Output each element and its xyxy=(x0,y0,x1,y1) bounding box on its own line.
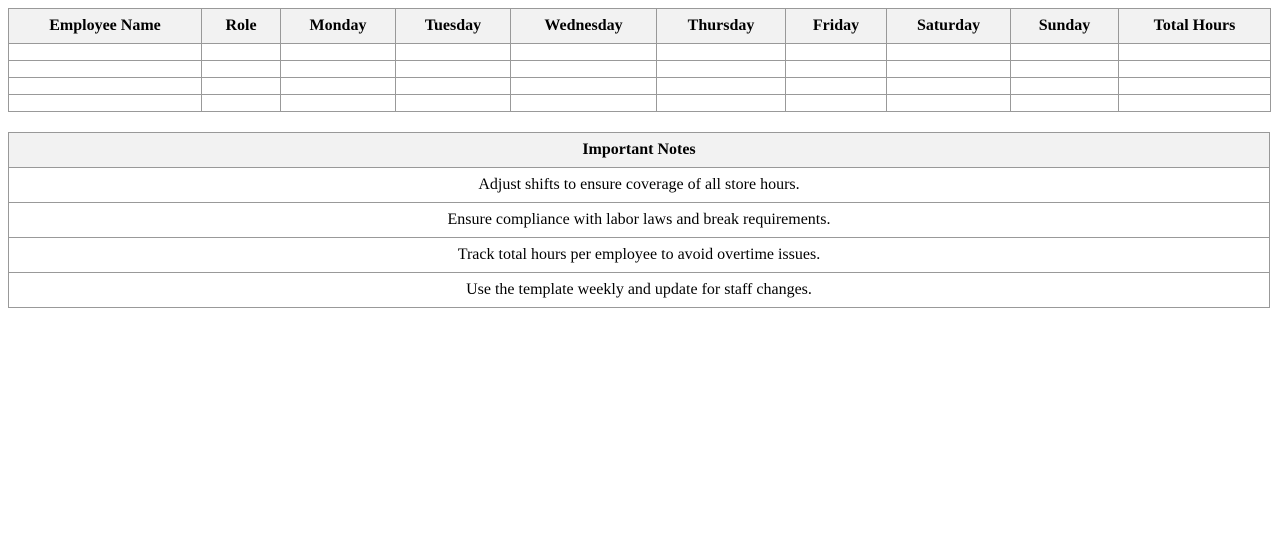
schedule-cell[interactable] xyxy=(887,44,1011,61)
note-item: Track total hours per employee to avoid overtime issues. xyxy=(9,238,1270,273)
note-item: Adjust shifts to ensure coverage of all store hours. xyxy=(9,168,1270,203)
header-tuesday: Tuesday xyxy=(396,9,511,44)
schedule-cell[interactable] xyxy=(1011,95,1119,112)
note-item: Use the template weekly and update for staff changes. xyxy=(9,273,1270,308)
schedule-cell[interactable] xyxy=(1011,44,1119,61)
schedule-cell[interactable] xyxy=(202,95,281,112)
schedule-row xyxy=(9,44,1271,61)
schedule-cell[interactable] xyxy=(281,78,396,95)
note-item: Ensure compliance with labor laws and break requirements. xyxy=(9,203,1270,238)
page-content xyxy=(8,8,1270,308)
schedule-cell[interactable] xyxy=(1119,78,1271,95)
schedule-cell[interactable] xyxy=(657,95,786,112)
schedule-cell[interactable] xyxy=(1119,95,1271,112)
schedule-row xyxy=(9,61,1271,78)
schedule-cell[interactable] xyxy=(511,44,657,61)
header-total-hours: Total Hours xyxy=(1119,9,1271,44)
schedule-cell[interactable] xyxy=(396,44,511,61)
note-row xyxy=(9,168,1270,203)
schedule-row xyxy=(9,95,1271,112)
schedule-table xyxy=(8,8,1271,112)
header-sunday: Sunday xyxy=(1011,9,1119,44)
schedule-cell[interactable] xyxy=(1011,78,1119,95)
schedule-cell[interactable] xyxy=(1119,44,1271,61)
schedule-cell[interactable] xyxy=(9,44,202,61)
schedule-cell[interactable] xyxy=(281,61,396,78)
schedule-cell[interactable] xyxy=(786,61,887,78)
schedule-cell[interactable] xyxy=(786,44,887,61)
schedule-cell[interactable] xyxy=(887,78,1011,95)
schedule-cell[interactable] xyxy=(202,44,281,61)
schedule-cell[interactable] xyxy=(396,61,511,78)
schedule-cell[interactable] xyxy=(1011,61,1119,78)
schedule-cell[interactable] xyxy=(396,78,511,95)
schedule-cell[interactable] xyxy=(9,95,202,112)
schedule-cell[interactable] xyxy=(887,61,1011,78)
schedule-cell[interactable] xyxy=(281,95,396,112)
header-role: Role xyxy=(202,9,281,44)
header-employee-name: Employee Name xyxy=(9,9,202,44)
schedule-cell[interactable] xyxy=(202,78,281,95)
schedule-body xyxy=(9,44,1271,112)
schedule-cell[interactable] xyxy=(9,61,202,78)
schedule-cell[interactable] xyxy=(396,95,511,112)
note-row xyxy=(9,238,1270,273)
schedule-cell[interactable] xyxy=(887,95,1011,112)
header-monday: Monday xyxy=(281,9,396,44)
schedule-cell[interactable] xyxy=(657,61,786,78)
notes-header-row xyxy=(9,133,1270,168)
schedule-row xyxy=(9,78,1271,95)
notes-title: Important Notes xyxy=(9,133,1270,168)
note-row xyxy=(9,203,1270,238)
header-friday: Friday xyxy=(786,9,887,44)
schedule-cell[interactable] xyxy=(511,78,657,95)
notes-table xyxy=(8,132,1270,308)
schedule-cell[interactable] xyxy=(1119,61,1271,78)
schedule-header-row xyxy=(9,9,1271,44)
schedule-cell[interactable] xyxy=(786,78,887,95)
header-saturday: Saturday xyxy=(887,9,1011,44)
schedule-cell[interactable] xyxy=(281,44,396,61)
schedule-cell[interactable] xyxy=(202,61,281,78)
schedule-cell[interactable] xyxy=(657,78,786,95)
schedule-cell[interactable] xyxy=(657,44,786,61)
schedule-cell[interactable] xyxy=(511,95,657,112)
schedule-cell[interactable] xyxy=(786,95,887,112)
schedule-cell[interactable] xyxy=(511,61,657,78)
note-row xyxy=(9,273,1270,308)
header-wednesday: Wednesday xyxy=(511,9,657,44)
schedule-cell[interactable] xyxy=(9,78,202,95)
header-thursday: Thursday xyxy=(657,9,786,44)
